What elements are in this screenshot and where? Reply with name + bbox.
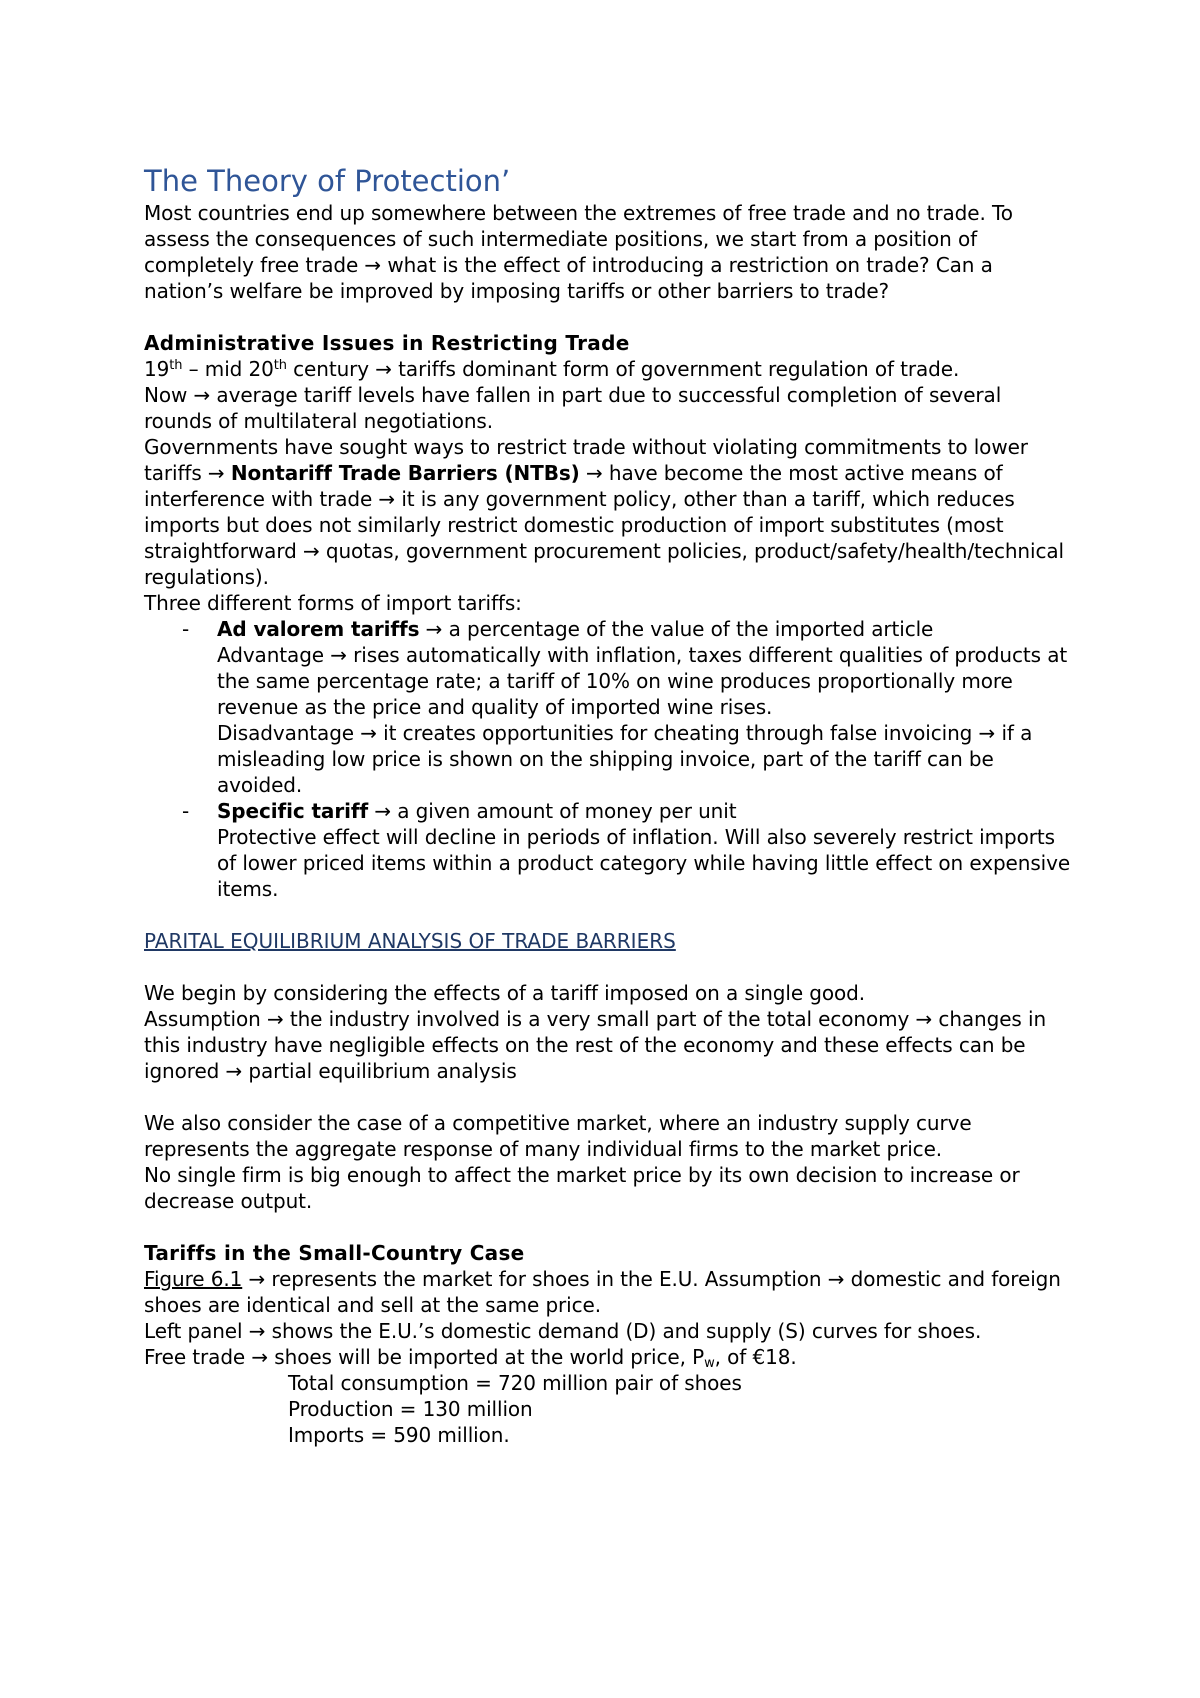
spacer xyxy=(144,1214,1074,1240)
section-heading-small-country: Tariffs in the Small-Country Case xyxy=(144,1241,525,1265)
admin-paragraph-2: Now → average tariff levels have fallen in part due to successful completion of several rounds of multilateral negotiations. xyxy=(144,383,1002,433)
ntb-term: Nontariff Trade Barriers (NTBs) xyxy=(230,461,580,485)
intro-paragraph: Most countries end up somewhere between the extremes of free trade and no trade. To assess the consequences of such intermediate positions, we start from a position of completely free trade → what is the effect of introducing a restriction on trade? Can a nation’s welfare be improved by imposing tariffs or other barriers to trade? xyxy=(144,201,1013,303)
list-item-lead xyxy=(217,616,1074,642)
term: Ad valorem tariffs xyxy=(217,617,420,641)
partial-paragraph-3: We also consider the case of a competitive market, where an industry supply curve represents the aggregate response of many individual firms to the market price. xyxy=(144,1111,972,1161)
text-run: → represents the market for shoes in the E.U. Assumption → domestic and foreign shoes are identical and sell at the same price. xyxy=(144,1267,1061,1317)
text-run: Governments have sought ways to restrict trade without violating commitments to lower tariffs → xyxy=(144,435,1028,485)
superscript: th xyxy=(169,358,183,373)
partial-paragraph-4: No single firm is big enough to affect the market price by its own decision to increase or decrease output. xyxy=(144,1163,1020,1213)
text-run: → a percentage of the value of the imported article xyxy=(419,617,934,641)
small-paragraph-2: Left panel → shows the E.U.’s domestic demand (D) and supply (S) curves for shoes. xyxy=(144,1319,982,1343)
superscript: th xyxy=(273,358,287,373)
list-item-detail: Protective effect will decline in periods of inflation. Will also severely restrict imports of lower priced items within a product category while having little effect on expensive items. xyxy=(217,825,1071,901)
spacer xyxy=(144,902,1074,928)
text-run: – mid 20 xyxy=(182,357,274,381)
spacer xyxy=(144,954,1074,980)
text-run: century → tariffs dominant form of government regulation of trade. xyxy=(286,357,960,381)
small-paragraph-1 xyxy=(144,1266,1074,1318)
subscript: w xyxy=(704,1356,715,1371)
list-item-specific xyxy=(144,798,1074,902)
term: Specific tariff xyxy=(217,799,369,823)
indented-line-imports: Imports = 590 million. xyxy=(288,1423,510,1447)
list-dash: - xyxy=(182,799,190,823)
list-item-disadvantage: Disadvantage → it creates opportunities for cheating through false invoicing → if a misleading low price is shown on the shipping invoice, part of the tariff can be avoided. xyxy=(217,721,1033,797)
text-run: → a given amount of money per unit xyxy=(368,799,737,823)
page-title: The Theory of Protection’ xyxy=(144,164,511,198)
indented-line-consumption: Total consumption = 720 million pair of shoes xyxy=(288,1371,742,1395)
list-item-ad-valorem xyxy=(144,616,1074,798)
partial-paragraph-2: Assumption → the industry involved is a very small part of the total economy → changes in this industry have negligible effects on the rest of the economy and these effects can be ignored → partial equilibrium analysis xyxy=(144,1007,1047,1083)
spacer xyxy=(144,304,1074,330)
section-heading-partial-equilibrium: PARITAL EQUILIBRIUM ANALYSIS OF TRADE BARRIERS xyxy=(144,929,676,953)
document-body xyxy=(144,162,1074,1448)
text-run: Free trade → shoes will be imported at the world price, P xyxy=(144,1345,705,1369)
admin-paragraph-3 xyxy=(144,434,1074,590)
admin-paragraph-1 xyxy=(144,356,1074,382)
section-heading-administrative: Administrative Issues in Restricting Trade xyxy=(144,331,630,355)
list-dash: - xyxy=(182,617,190,641)
spacer xyxy=(144,1084,1074,1110)
list-item-lead xyxy=(217,798,1074,824)
figure-reference: Figure 6.1 xyxy=(144,1267,243,1291)
text-run: → have become the most active means of interference with trade → it is any government policy, other than a tariff, which reduces imports but does not similarly restrict domestic production of import substitutes (most straightforward → quotas, government procurement policies, product/safety/health/technical regulations). xyxy=(144,461,1064,589)
text-run: , of €18. xyxy=(714,1345,797,1369)
text-run: 19 xyxy=(144,357,170,381)
indented-line-production: Production = 130 million xyxy=(288,1397,533,1421)
small-paragraph-3 xyxy=(144,1344,1074,1370)
list-item-advantage: Advantage → rises automatically with inflation, taxes different qualities of products at the same percentage rate; a tariff of 10% on wine produces proportionally more revenue as the price and quality of imported wine rises. xyxy=(217,643,1068,719)
admin-paragraph-4: Three different forms of import tariffs: xyxy=(144,591,522,615)
partial-paragraph-1: We begin by considering the effects of a tariff imposed on a single good. xyxy=(144,981,866,1005)
